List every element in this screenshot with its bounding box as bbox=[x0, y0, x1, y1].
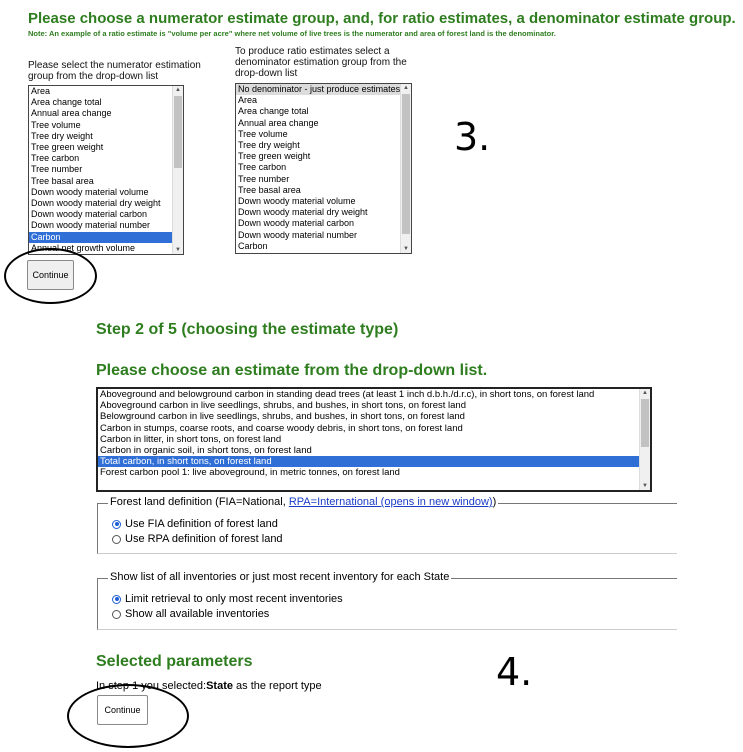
list-option[interactable]: Tree number bbox=[31, 164, 83, 175]
list-option[interactable]: Carbon in organic soil, in short tons, on forest land bbox=[100, 445, 312, 457]
list-option[interactable]: Tree carbon bbox=[31, 153, 80, 164]
radio-unselected-icon[interactable] bbox=[112, 610, 121, 619]
radio-rpa[interactable]: Use RPA definition of forest land bbox=[112, 533, 283, 545]
list-option[interactable]: Down woody material carbon bbox=[31, 209, 148, 220]
list-option[interactable]: Down woody material number bbox=[31, 220, 151, 231]
radio-fia[interactable]: Use FIA definition of forest land bbox=[112, 518, 278, 530]
continue-button[interactable]: Continue bbox=[97, 695, 148, 725]
list-option[interactable]: Tree dry weight bbox=[238, 140, 300, 151]
rpa-link[interactable]: RPA=International (opens in new window) bbox=[288, 496, 493, 508]
step-marker-4: 4. bbox=[496, 650, 533, 694]
radio-unselected-icon[interactable] bbox=[112, 535, 121, 544]
estimate-scrollbar[interactable] bbox=[639, 389, 650, 490]
list-option[interactable]: Annual area change bbox=[31, 108, 112, 119]
numerator-listbox[interactable] bbox=[28, 85, 184, 255]
list-option[interactable]: Carbon bbox=[29, 232, 183, 243]
list-option[interactable]: Tree volume bbox=[238, 128, 288, 139]
list-option[interactable]: Carbon in litter, in short tons, on forest land bbox=[100, 433, 282, 445]
forest-definition-group bbox=[97, 496, 677, 554]
scroll-up-icon[interactable]: ▲ bbox=[175, 87, 181, 93]
continue-button[interactable]: Continue bbox=[27, 260, 74, 290]
denominator-scrollbar[interactable] bbox=[400, 84, 411, 253]
radio-selected-icon[interactable] bbox=[112, 520, 121, 529]
list-option[interactable]: Annual area change bbox=[238, 117, 319, 128]
scroll-down-icon[interactable]: ▼ bbox=[175, 247, 181, 253]
list-option[interactable]: Down woody material number bbox=[238, 229, 358, 240]
list-option[interactable]: Area bbox=[31, 86, 51, 96]
list-option[interactable]: No denominator - just produce estimates bbox=[236, 84, 411, 95]
step-marker-3: 3. bbox=[454, 115, 491, 159]
list-option[interactable]: Carbon in stumps, coarse roots, and coarse woody debris, in short tons, on forest land bbox=[100, 422, 463, 434]
denominator-listbox[interactable] bbox=[235, 83, 412, 254]
list-option[interactable]: Tree dry weight bbox=[31, 130, 93, 141]
list-option[interactable]: Down woody material dry weight bbox=[238, 207, 368, 218]
forest-definition-legend: Forest land definition (FIA=National, RPA=International (opens in new window)) bbox=[110, 496, 497, 508]
scroll-down-icon[interactable]: ▼ bbox=[642, 483, 648, 489]
highlight-circle bbox=[4, 248, 97, 304]
list-option[interactable]: Aboveground and belowground carbon in standing dead trees (at least 1 inch d.b.h./d.r.c), in short tons, on forest land bbox=[100, 389, 595, 400]
list-option[interactable]: Tree green weight bbox=[238, 151, 311, 162]
list-option[interactable]: Total carbon, in short tons, on forest land bbox=[98, 456, 650, 467]
list-option[interactable]: Annual net growth volume bbox=[31, 242, 136, 253]
highlight-circle bbox=[67, 684, 189, 748]
numerator-scrollbar[interactable] bbox=[172, 86, 183, 254]
list-option[interactable]: Belowground carbon in live seedlings, shrubs, and bushes, in short tons, on forest land bbox=[100, 411, 465, 423]
page-title: Please choose a numerator estimate group, and, for ratio estimates, a denominator estimate group. bbox=[28, 10, 736, 27]
list-option[interactable]: Down woody material carbon bbox=[238, 218, 355, 229]
list-option[interactable]: Tree number bbox=[238, 173, 290, 184]
list-option[interactable]: Carbon bbox=[238, 240, 268, 251]
list-option[interactable]: Area bbox=[238, 95, 258, 106]
list-option[interactable]: Tree volume bbox=[31, 119, 81, 130]
list-option[interactable]: Tree basal area bbox=[31, 175, 94, 186]
step-heading: Step 2 of 5 (choosing the estimate type) bbox=[96, 321, 399, 338]
estimate-listbox[interactable] bbox=[96, 387, 652, 492]
selected-parameters-heading: Selected parameters bbox=[96, 653, 253, 670]
list-option[interactable]: Down woody material volume bbox=[238, 196, 356, 207]
inventory-legend: Show list of all inventories or just most recent inventory for each State bbox=[110, 571, 450, 583]
denominator-label: To produce ratio estimates select a denominator estimation group from the drop-down list bbox=[235, 46, 407, 79]
estimate-heading: Please choose an estimate from the drop-down list. bbox=[96, 362, 488, 379]
scroll-up-icon[interactable]: ▲ bbox=[642, 390, 648, 396]
ratio-note: Note: An example of a ratio estimate is "volume per acre" where net volume of live trees is the numerator and area of forest land is the denominator. bbox=[28, 29, 556, 38]
list-option[interactable]: Tree carbon bbox=[238, 162, 287, 173]
scroll-down-icon[interactable]: ▼ bbox=[403, 246, 409, 252]
list-option[interactable]: Down woody material dry weight bbox=[31, 198, 161, 209]
list-option[interactable]: Area change total bbox=[31, 97, 102, 108]
list-option[interactable]: Tree green weight bbox=[31, 142, 104, 153]
radio-selected-icon[interactable] bbox=[112, 595, 121, 604]
list-option[interactable]: Aboveground carbon in live seedlings, shrubs, and bushes, in short tons, on forest land bbox=[100, 400, 466, 412]
scroll-up-icon[interactable]: ▲ bbox=[403, 85, 409, 91]
inventory-group bbox=[97, 571, 677, 630]
numerator-label: Please select the numerator estimation group from the drop-down list bbox=[28, 60, 201, 82]
radio-all[interactable]: Show all available inventories bbox=[112, 608, 269, 620]
selected-parameters-text: In step 1 you selected:State as the report type bbox=[96, 680, 322, 692]
radio-recent[interactable]: Limit retrieval to only most recent inventories bbox=[112, 593, 343, 605]
list-option[interactable]: Tree basal area bbox=[238, 184, 301, 195]
list-option[interactable]: Down woody material volume bbox=[31, 186, 149, 197]
list-option[interactable]: Area change total bbox=[238, 106, 309, 117]
list-option[interactable]: Forest carbon pool 1: live aboveground, in metric tonnes, on forest land bbox=[100, 467, 400, 479]
